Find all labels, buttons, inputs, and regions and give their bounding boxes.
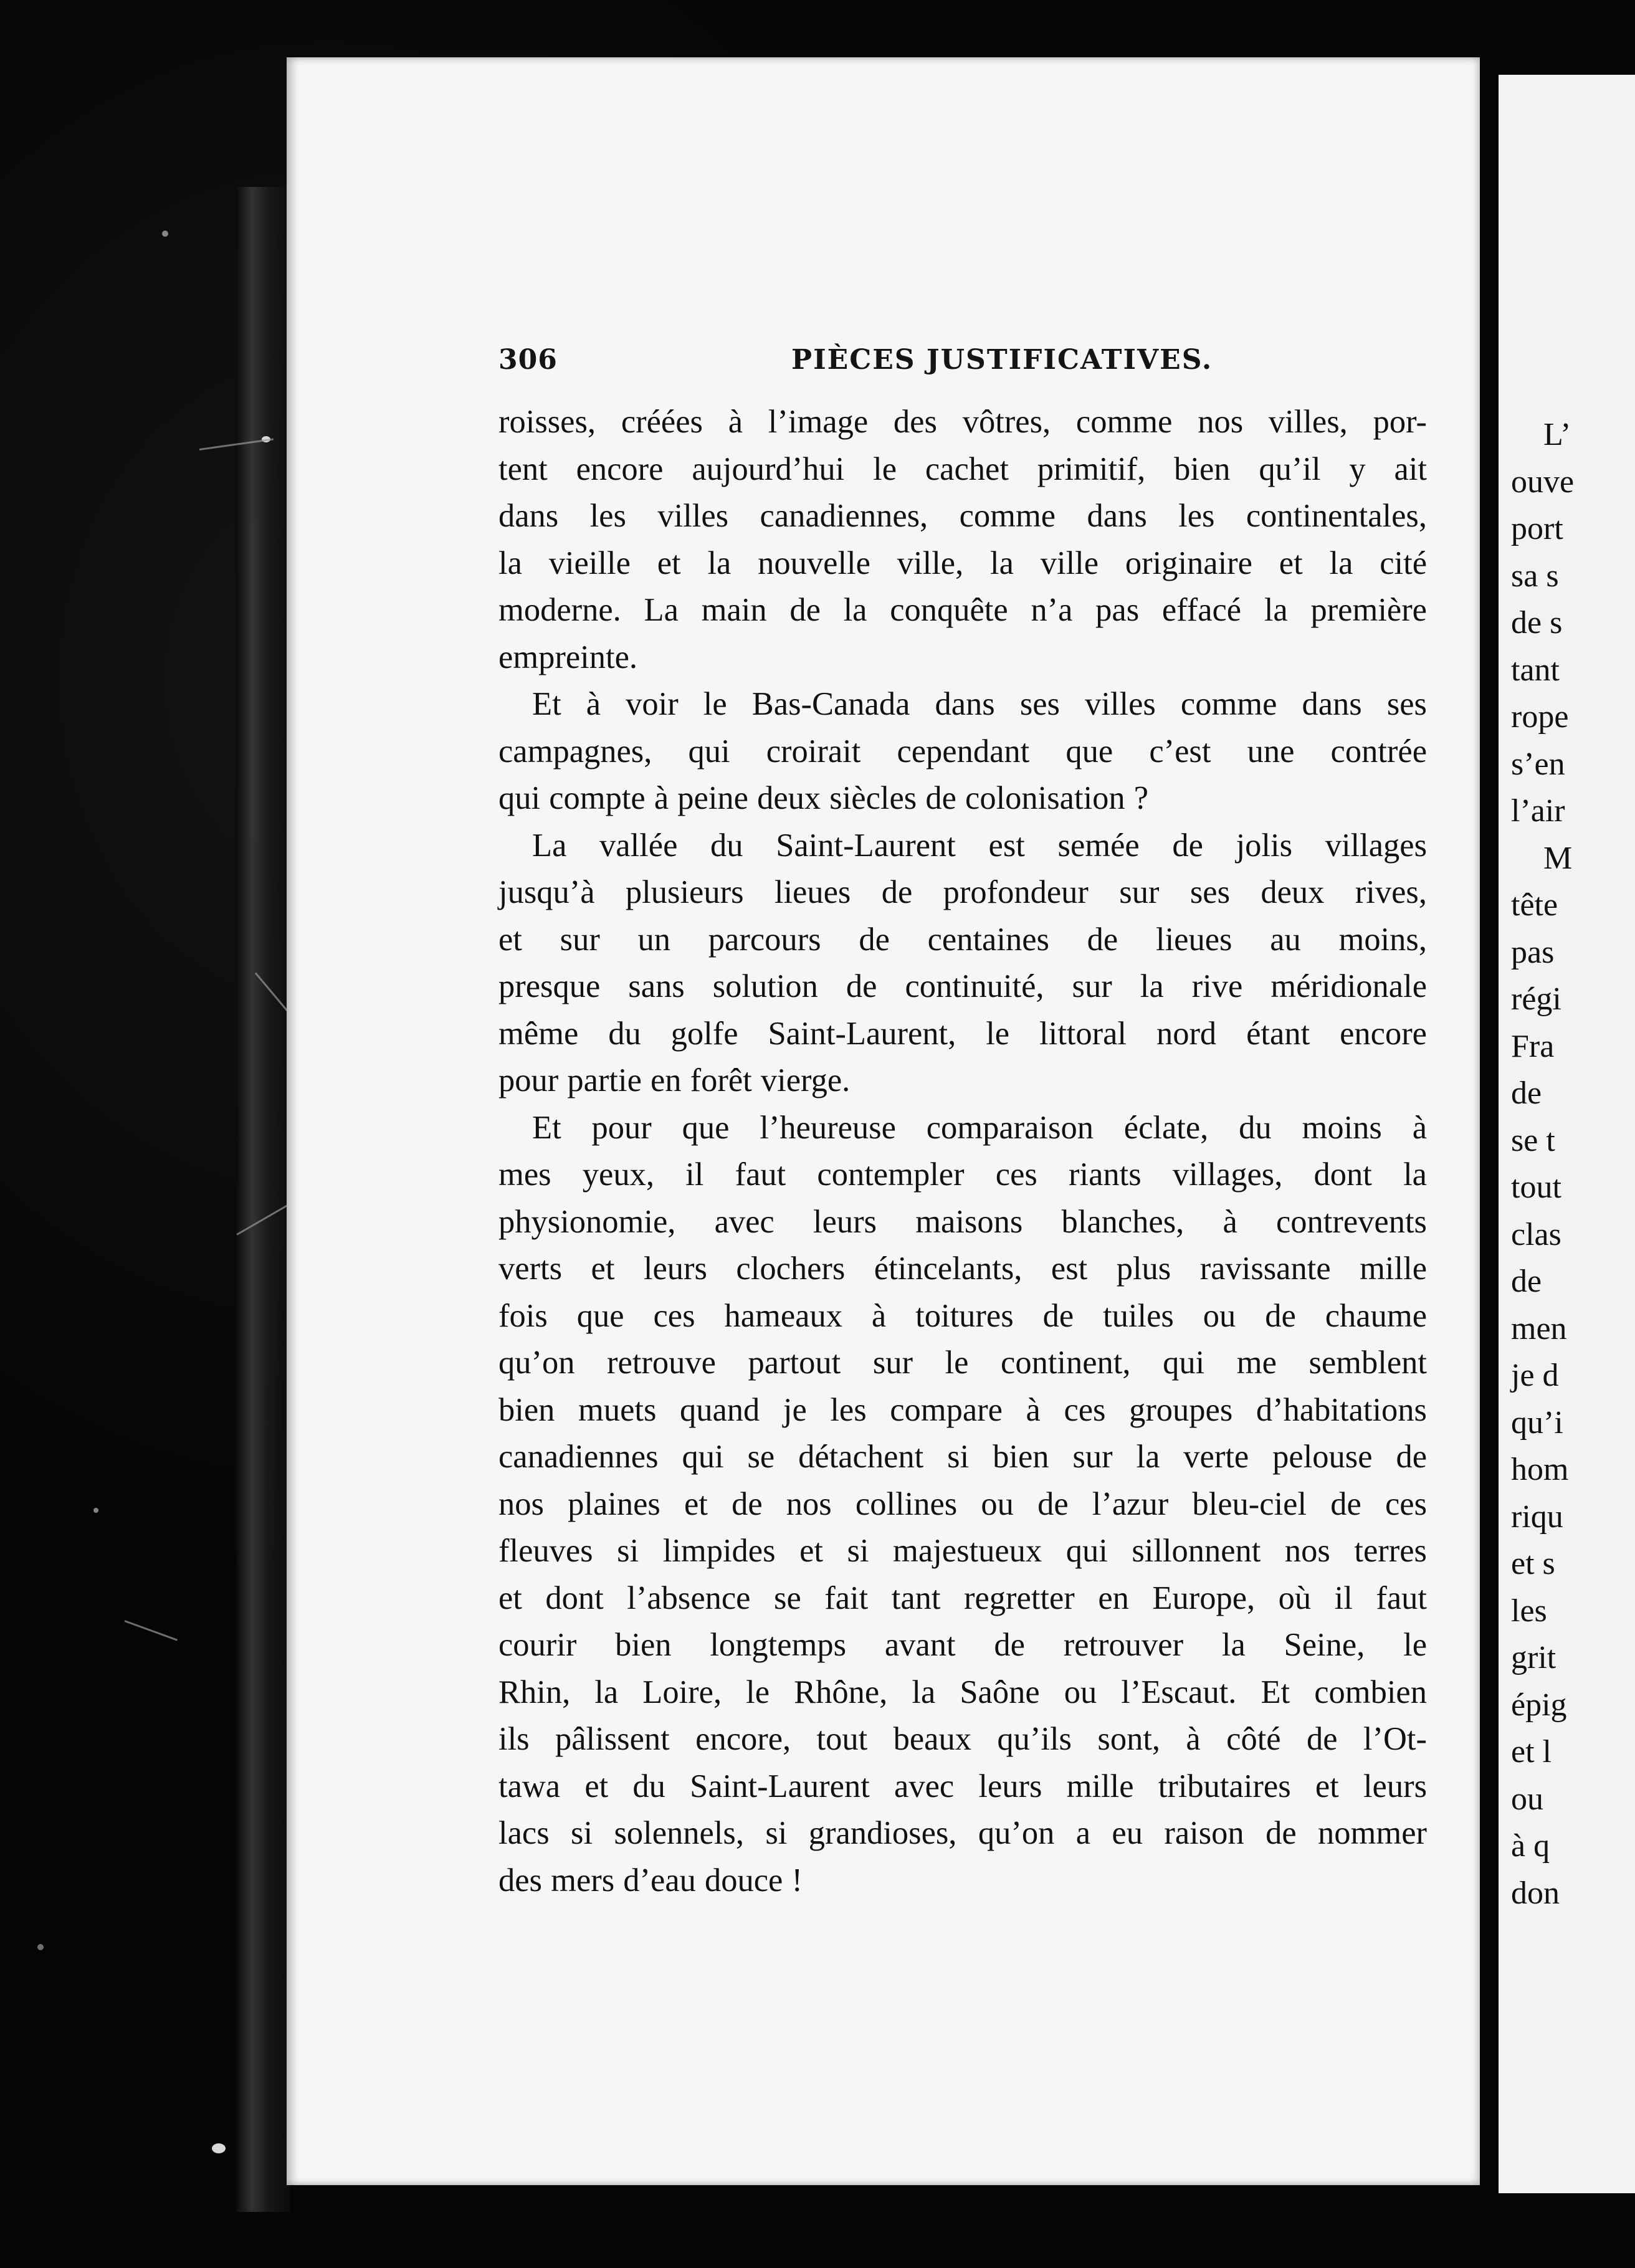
text-line: qui compte à peine deux siècles de colonisation ? xyxy=(498,780,1149,816)
book-page xyxy=(287,57,1480,2185)
text-line: roisses, créées à l’image des vôtres, comme nos villes, por- xyxy=(498,404,1427,440)
text-line: presque sans solution de continuité, sur la rive méridionale xyxy=(498,968,1427,1004)
facing-line-fragment: Fra xyxy=(1511,1028,1555,1064)
facing-line-fragment: sa s xyxy=(1511,558,1559,594)
dust-speck xyxy=(212,2143,226,2153)
facing-line-fragment: riqu xyxy=(1511,1498,1563,1535)
facing-line-fragment: les xyxy=(1511,1593,1547,1629)
page-number: 306 xyxy=(498,344,558,376)
text-line: empreinte. xyxy=(498,639,638,675)
facing-line-fragment: de s xyxy=(1511,605,1563,641)
text-line: physionomie, avec leurs maisons blanches, à contrevents xyxy=(498,1203,1427,1240)
facing-line-fragment: clas xyxy=(1511,1216,1561,1252)
facing-line-fragment: se t xyxy=(1511,1122,1555,1158)
text-line: campagnes, qui croirait cependant que c’est une contrée xyxy=(498,733,1427,770)
text-line: et sur un parcours de centaines de lieues au moins, xyxy=(498,921,1427,958)
text-line: lacs si solennels, si grandioses, qu’on a eu raison de nommer xyxy=(498,1815,1427,1851)
facing-line-fragment: s’en xyxy=(1511,746,1565,782)
text-line: dans les villes canadiennes, comme dans les continentales, xyxy=(498,498,1427,534)
facing-line-fragment: épig xyxy=(1511,1687,1567,1723)
facing-page-text xyxy=(1511,411,1574,1917)
facing-line-fragment: et s xyxy=(1511,1546,1555,1581)
text-line: bien muets quand je les compare à ces groupes d’habitations xyxy=(498,1391,1427,1428)
facing-line-fragment: don xyxy=(1511,1875,1560,1911)
book-binding-edge xyxy=(236,187,290,2212)
facing-line-fragment: tant xyxy=(1511,652,1560,688)
facing-line-fragment: tête xyxy=(1511,887,1558,923)
facing-line-fragment: de xyxy=(1511,1075,1542,1111)
text-line: fois que ces hameaux à toitures de tuiles ou de chaume xyxy=(498,1297,1427,1334)
page-content xyxy=(498,344,1427,1904)
text-line: qu’on retrouve partout sur le continent, qui me semblent xyxy=(498,1345,1427,1381)
facing-line-fragment: pas xyxy=(1511,934,1555,970)
facing-line-fragment: M xyxy=(1543,840,1573,876)
facing-page-edge xyxy=(1499,75,1635,2193)
text-line: la vieille et la nouvelle ville, la ville originaire et la cité xyxy=(498,545,1427,581)
facing-line-fragment: à q xyxy=(1511,1828,1550,1864)
paragraph xyxy=(498,1105,1427,1905)
paragraph xyxy=(498,822,1427,1105)
text-line: Et à voir le Bas-Canada dans ses villes comme dans ses xyxy=(532,686,1427,722)
facing-line-fragment: men xyxy=(1511,1310,1567,1346)
text-line: et dont l’absence se fait tant regretter en Europe, où il faut xyxy=(498,1580,1427,1616)
text-line: courir bien longtemps avant de retrouver la Seine, le xyxy=(498,1627,1427,1663)
facing-line-fragment: rope xyxy=(1511,699,1569,735)
text-line: pour partie en forêt vierge. xyxy=(498,1062,851,1098)
dust-speck xyxy=(162,231,168,237)
text-line: Et pour que l’heureuse comparaison éclate, du moins à xyxy=(532,1109,1427,1146)
paragraph xyxy=(498,399,1427,681)
body-text xyxy=(498,399,1427,1904)
text-line: tawa et du Saint-Laurent avec leurs mille tributaires et leurs xyxy=(498,1768,1427,1804)
running-header xyxy=(498,344,1427,388)
facing-line-fragment: qu’i xyxy=(1511,1404,1563,1441)
facing-line-fragment: hom xyxy=(1511,1452,1569,1487)
text-line: ils pâlissent encore, tout beaux qu’ils sont, à côté de l’Ot- xyxy=(498,1721,1427,1757)
paragraph xyxy=(498,681,1427,822)
text-line: Rhin, la Loire, le Rhône, la Saône ou l’Escaut. Et combien xyxy=(498,1674,1427,1710)
facing-line-fragment: et l xyxy=(1511,1734,1552,1770)
text-line: verts et leurs clochers étincelants, est plus ravissante mille xyxy=(498,1251,1427,1287)
facing-line-fragment: régi xyxy=(1511,981,1561,1017)
running-header-title: PIÈCES JUSTIFICATIVES. xyxy=(791,344,1213,376)
dust-speck xyxy=(37,1944,44,1950)
facing-line-fragment: je d xyxy=(1511,1358,1559,1393)
text-line: des mers d’eau douce ! xyxy=(498,1862,803,1899)
facing-line-fragment: l’air xyxy=(1511,793,1565,829)
text-line: nos plaines et de nos collines ou de l’azur bleu-ciel de ces xyxy=(498,1485,1427,1522)
facing-line-fragment: ouve xyxy=(1511,464,1575,500)
facing-line-fragment: tout xyxy=(1511,1170,1561,1205)
text-line: jusqu’à plusieurs lieues de profondeur sur ses deux rives, xyxy=(498,874,1427,910)
text-line: mes yeux, il faut contempler ces riants villages, dont la xyxy=(498,1156,1427,1193)
dust-speck xyxy=(93,1508,98,1513)
facing-line-fragment: de xyxy=(1511,1264,1542,1299)
text-line: tent encore aujourd’hui le cachet primitif, bien qu’il y ait xyxy=(498,450,1427,487)
facing-line-fragment: L’ xyxy=(1543,417,1571,452)
text-line: moderne. La main de la conquête n’a pas effacé la première xyxy=(498,592,1427,628)
text-line: même du golfe Saint-Laurent, le littoral nord étant encore xyxy=(498,1015,1427,1052)
text-line: canadiennes qui se détachent si bien sur la verte pelouse de xyxy=(498,1439,1427,1475)
facing-line-fragment: grit xyxy=(1511,1640,1556,1675)
text-line: La vallée du Saint-Laurent est semée de jolis villages xyxy=(532,827,1427,864)
text-line: fleuves si limpides et si majestueux qui sillonnent nos terres xyxy=(498,1533,1427,1569)
facing-line-fragment: ou xyxy=(1511,1781,1543,1817)
facing-line-fragment: port xyxy=(1511,511,1563,546)
